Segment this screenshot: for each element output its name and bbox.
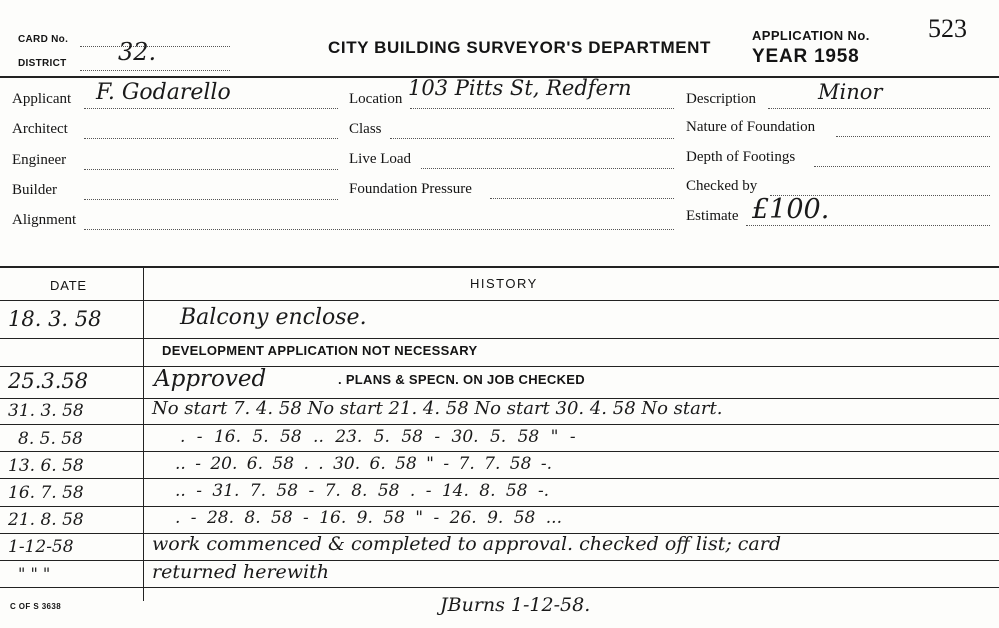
depth-of-footings-label: Depth of Footings [686, 149, 796, 165]
rule-line [0, 587, 999, 588]
builder-label: Builder [12, 182, 57, 198]
history-date: 18. 3. 58 [8, 307, 102, 331]
district-line [80, 70, 230, 71]
nature-of-foundation-line [836, 136, 990, 137]
history-date: 21. 8. 58 [8, 510, 84, 530]
form-code: C OF S 3638 [10, 602, 62, 611]
foundation-pressure-label: Foundation Pressure [349, 181, 472, 197]
applicant-label: Applicant [12, 91, 72, 107]
history-top-border [0, 266, 999, 268]
history-text: No start 7. 4. 58 No start 21. 4. 58 No start 30. 4. 58 No start. [152, 398, 723, 419]
rule-line [0, 478, 999, 479]
rule-line [0, 366, 999, 367]
history-text: . - 16. 5. 58 .. 23. 5. 58 - 30. 5. 58 " - [180, 427, 576, 447]
builder-line [84, 199, 338, 200]
history-text: .. - 31. 7. 58 - 7. 8. 58 . - 14. 8. 58 -. [175, 481, 550, 501]
estimate-label: Estimate [686, 208, 739, 224]
card-no-label: CARD No. [18, 34, 69, 45]
description-label: Description [686, 91, 756, 107]
nature-of-foundation-label: Nature of Foundation [686, 119, 816, 135]
estimate-line [746, 225, 990, 226]
year-label: YEAR 1958 [752, 46, 860, 67]
history-date: 8. 5. 58 [18, 429, 83, 449]
class-line [390, 138, 674, 139]
district-value: 32. [118, 38, 157, 66]
plans-checked-stamp: . PLANS & SPECN. ON JOB CHECKED [338, 372, 585, 387]
history-text: returned herewith [152, 561, 329, 583]
architect-label: Architect [12, 121, 68, 137]
applicant-line [84, 108, 338, 109]
history-date: 16. 7. 58 [8, 483, 84, 503]
rule-line [0, 560, 999, 561]
history-header: HISTORY [470, 276, 538, 291]
location-line [410, 108, 674, 109]
date-column-divider [143, 266, 144, 601]
officer-signature: JBurns 1-12-58. [440, 594, 591, 616]
engineer-label: Engineer [12, 152, 67, 168]
application-number: 523 [928, 14, 967, 43]
history-text: .. - 20. 6. 58 . . 30. 6. 58 " - 7. 7. 58 -. [175, 454, 552, 474]
location-label: Location [349, 91, 403, 107]
live-load-line [421, 168, 674, 169]
rule-line [0, 451, 999, 452]
applicant-value: F. Godarello [96, 80, 231, 105]
application-label: APPLICATION No. [752, 28, 870, 43]
district-label: DISTRICT [18, 58, 67, 69]
rule-line [0, 338, 999, 339]
depth-of-footings-line [814, 166, 990, 167]
department-title: CITY BUILDING SURVEYOR'S DEPARTMENT [328, 38, 712, 57]
engineer-line [84, 169, 338, 170]
history-text: . - 28. 8. 58 - 16. 9. 58 " - 26. 9. 58 ... [175, 508, 562, 528]
class-label: Class [349, 121, 382, 137]
checked-by-label: Checked by [686, 178, 758, 194]
alignment-line [84, 229, 674, 230]
estimate-value: £100. [752, 194, 830, 225]
history-date: 25.3.58 [8, 369, 89, 393]
location-value: 103 Pitts St, Redfern [408, 76, 632, 100]
history-date: 1-12-58 [8, 537, 74, 557]
foundation-pressure-line [490, 198, 674, 199]
history-date: 31. 3. 58 [8, 401, 84, 421]
development-stamp: DEVELOPMENT APPLICATION NOT NECESSARY [162, 343, 478, 358]
architect-line [84, 138, 338, 139]
rule-line [0, 506, 999, 507]
description-line [768, 108, 990, 109]
header-row-divider [0, 300, 999, 301]
description-value: Minor [818, 80, 883, 104]
rule-line [0, 424, 999, 425]
date-header: DATE [50, 278, 87, 293]
history-text: work commenced & completed to approval. checked off list; card [152, 533, 781, 555]
live-load-label: Live Load [349, 151, 412, 167]
history-date: 13. 6. 58 [8, 456, 84, 476]
history-text: Approved [154, 366, 267, 392]
alignment-label: Alignment [12, 212, 77, 228]
history-text: Balcony enclose. [180, 305, 367, 330]
history-date: " " " [18, 564, 51, 583]
